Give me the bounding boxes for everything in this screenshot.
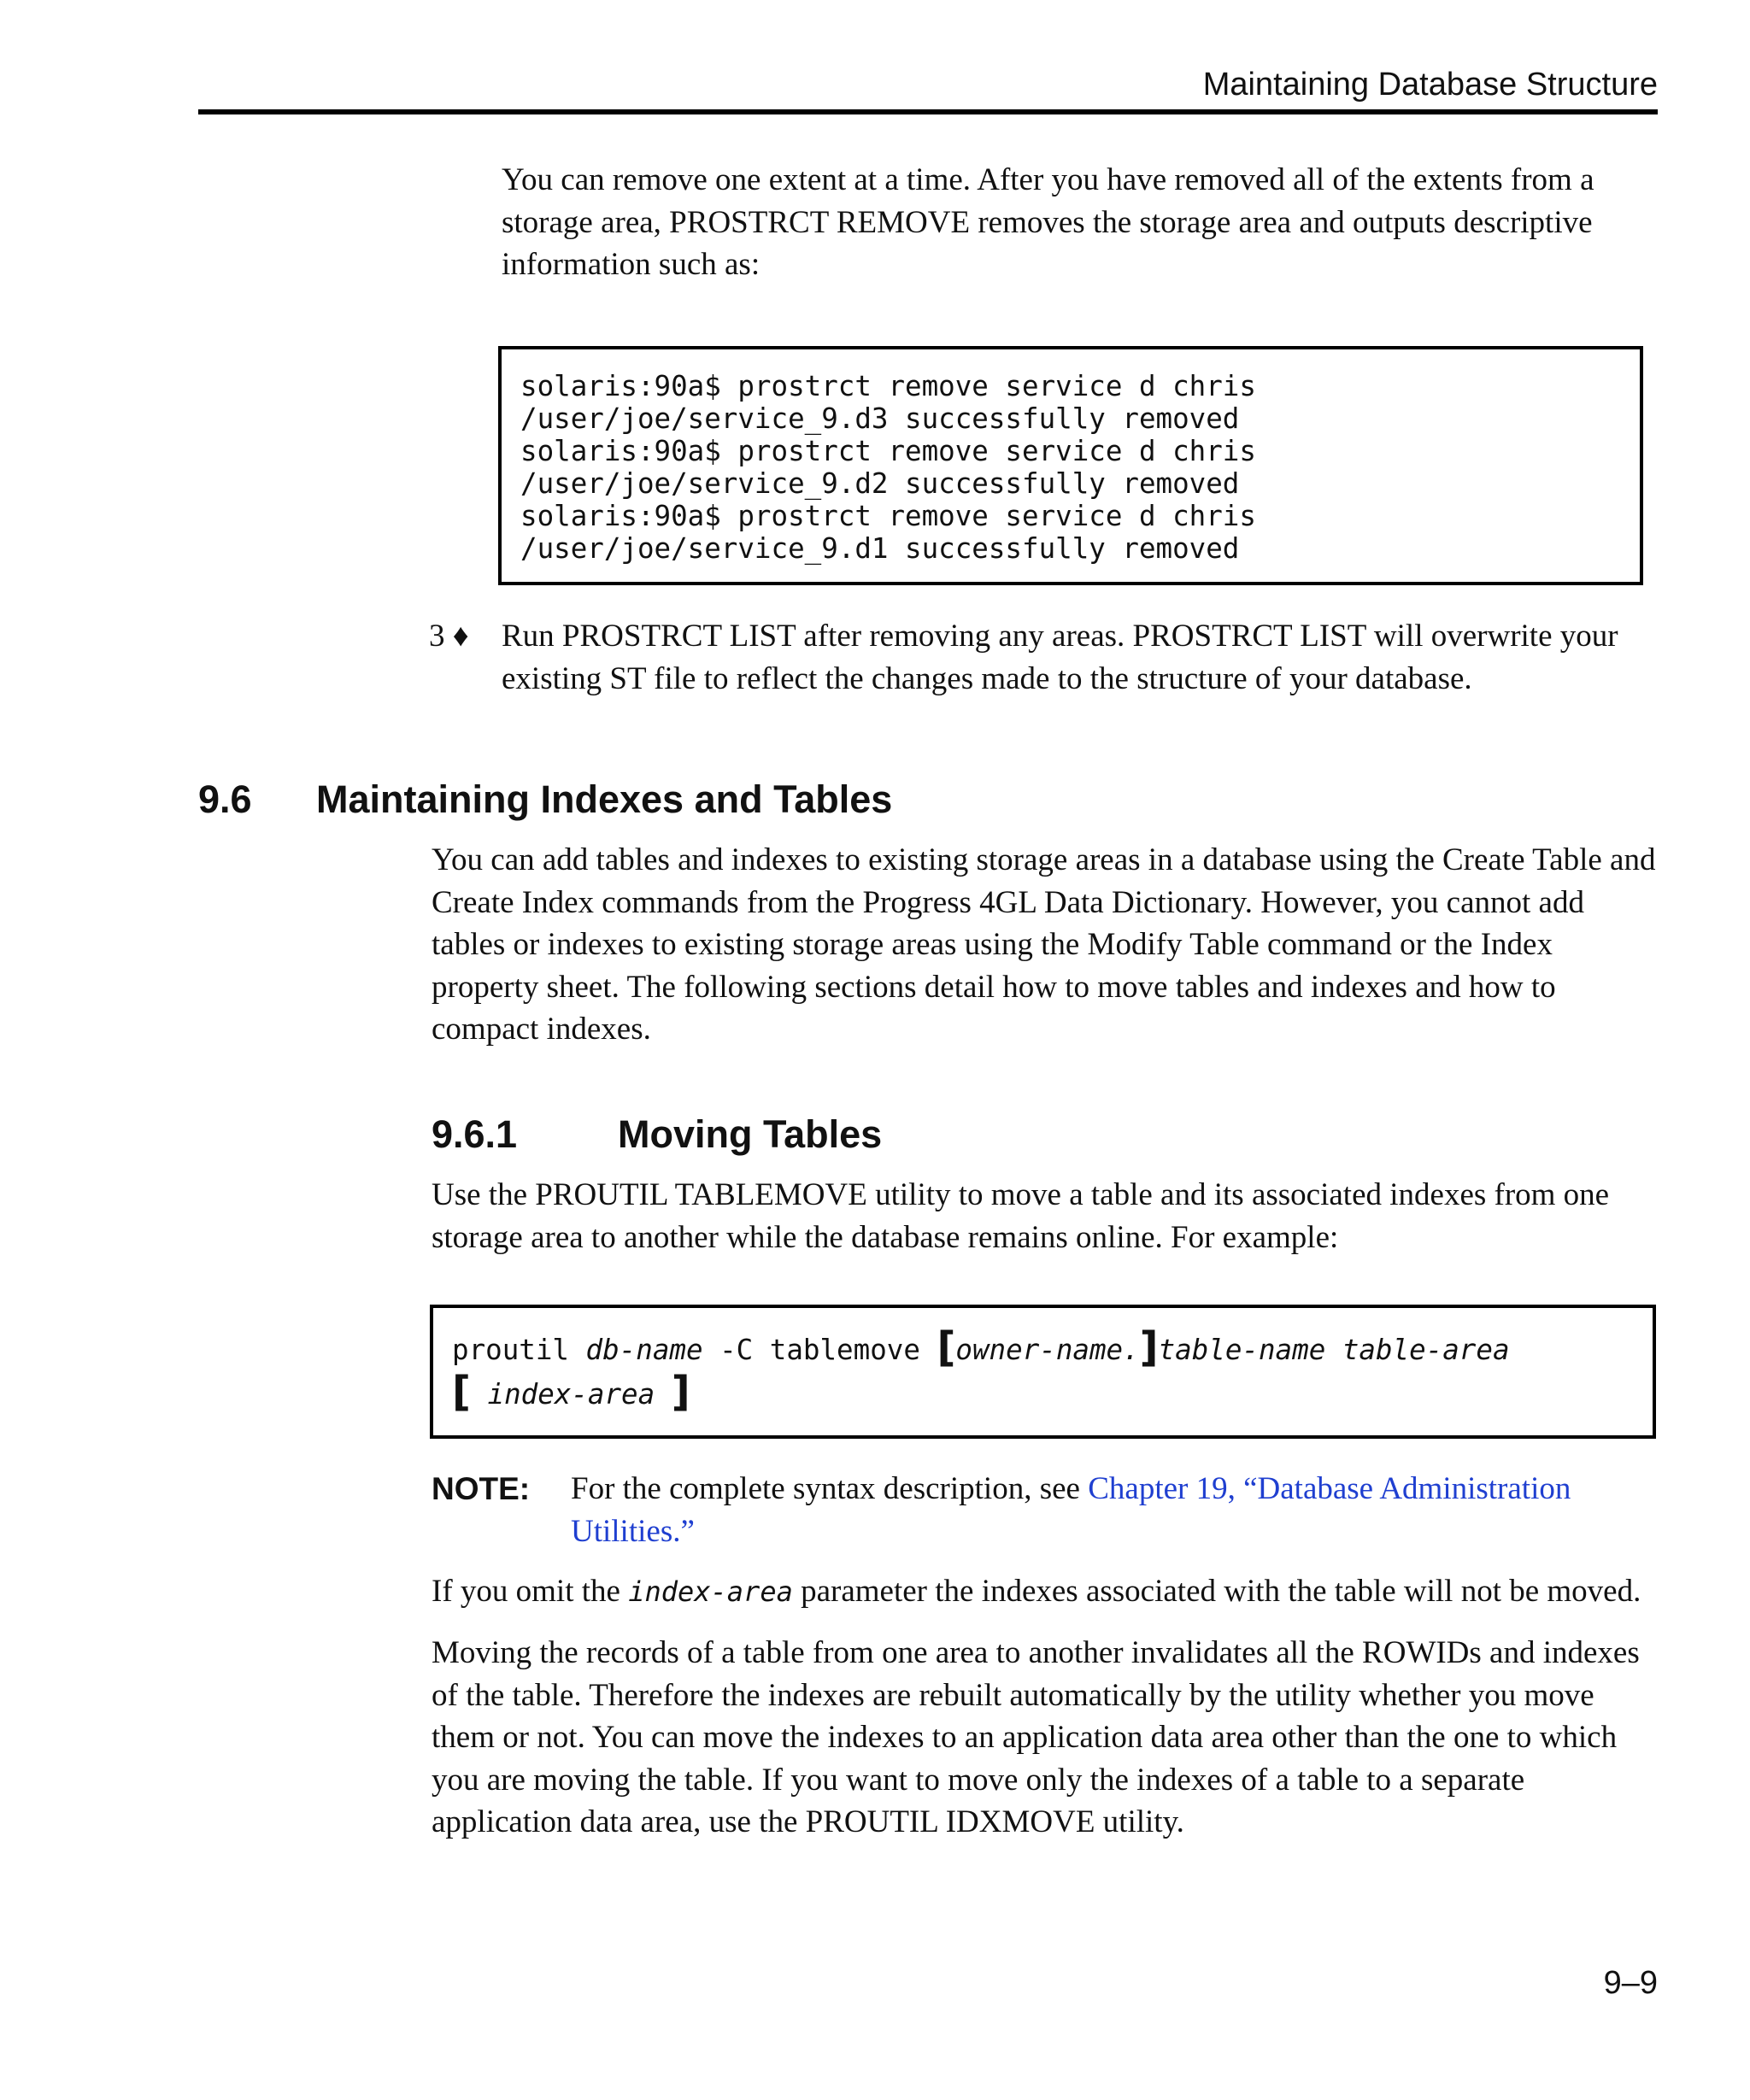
output-line: /user/joe/service_9.d3 successfully removed (520, 402, 1240, 435)
output-line: solaris:90a$ prostrct remove service d chris (520, 370, 1256, 402)
syntax-bracket-close: ] (1139, 1323, 1159, 1371)
output-line: /user/joe/service_9.d1 successfully removed (520, 532, 1240, 565)
omit-code: index-area (628, 1575, 793, 1608)
syntax-line-2 (452, 1370, 1634, 1414)
rowid-paragraph: Moving the records of a table from one area to another invalidates all the ROWIDs and indexes of the table. Therefore the indexes are rebuilt automatically by the utility whether you move them or not. You can move the indexes to an application data area other than the one to which you are moving the table. If you want to move only the indexes of a table to a separate application data area, use the PROUTIL IDXMOVE utility. (432, 1635, 1640, 1839)
syntax-box (430, 1305, 1656, 1439)
header-rule (198, 109, 1658, 114)
syntax-owner-name: owner-name. (955, 1334, 1140, 1366)
chapter-19-link[interactable]: Chapter 19, “Database Administration Utilities.” (571, 1471, 1571, 1549)
step-number: 3 ♦ (429, 619, 469, 654)
output-line: solaris:90a$ prostrct remove service d chris (520, 435, 1256, 467)
subsection-paragraph: Use the PROUTIL TABLEMOVE utility to move a table and its associated indexes from one storage area to another while the database remains online. For example: (432, 1177, 1610, 1255)
subsection-title: Moving Tables (618, 1112, 883, 1156)
section-number: 9.6 (198, 777, 252, 821)
note-label: NOTE: (432, 1471, 531, 1506)
syntax-bracket-close: ] (671, 1368, 690, 1416)
note-text (571, 1468, 1665, 1552)
syntax-cmd: proutil (452, 1334, 569, 1366)
example-output-box (498, 346, 1643, 585)
intro-paragraph: You can remove one extent at a time. After you have removed all of the extents from a storage area, PROSTRCT REMOVE removes the storage area and outputs descriptive information such as: (502, 162, 1594, 282)
output-line: solaris:90a$ prostrct remove service d chris (520, 500, 1256, 532)
syntax-index-area: index-area (487, 1378, 655, 1411)
running-head: Maintaining Database Structure (1202, 67, 1658, 103)
syntax-option: -C tablemove (719, 1334, 920, 1366)
section-paragraph: You can add tables and indexes to existing storage areas in a database using the Create Table and Create Index commands from the Progress 4GL Data Dictionary. However, you cannot add tables or indexes to existing storage areas using the Modify Table command or the Index property sheet. The following sections detail how to move tables and indexes and how to compact indexes. (432, 842, 1656, 1047)
syntax-db-name: db-name (585, 1334, 703, 1366)
omit-paragraph (432, 1570, 1679, 1614)
syntax-table-name: table-name (1158, 1334, 1326, 1366)
omit-before: If you omit the (432, 1574, 629, 1609)
step-text: Run PROSTRCT LIST after removing any areas. PROSTRCT LIST will overwrite your existing ST file to reflect the changes made to the structure of your database. (502, 619, 1618, 696)
note-text-before: For the complete syntax description, see (571, 1471, 1089, 1506)
subsection-number: 9.6.1 (432, 1112, 518, 1156)
omit-after: parameter the indexes associated with the table will not be moved. (792, 1574, 1641, 1609)
output-line: /user/joe/service_9.d2 successfully removed (520, 467, 1240, 500)
syntax-bracket-open: [ (937, 1323, 956, 1371)
syntax-table-area: table-area (1342, 1334, 1510, 1366)
page-number: 9–9 (1603, 1965, 1658, 2001)
section-title: Maintaining Indexes and Tables (316, 777, 893, 821)
syntax-line-1 (452, 1325, 1634, 1370)
syntax-bracket-open: [ (452, 1368, 471, 1416)
